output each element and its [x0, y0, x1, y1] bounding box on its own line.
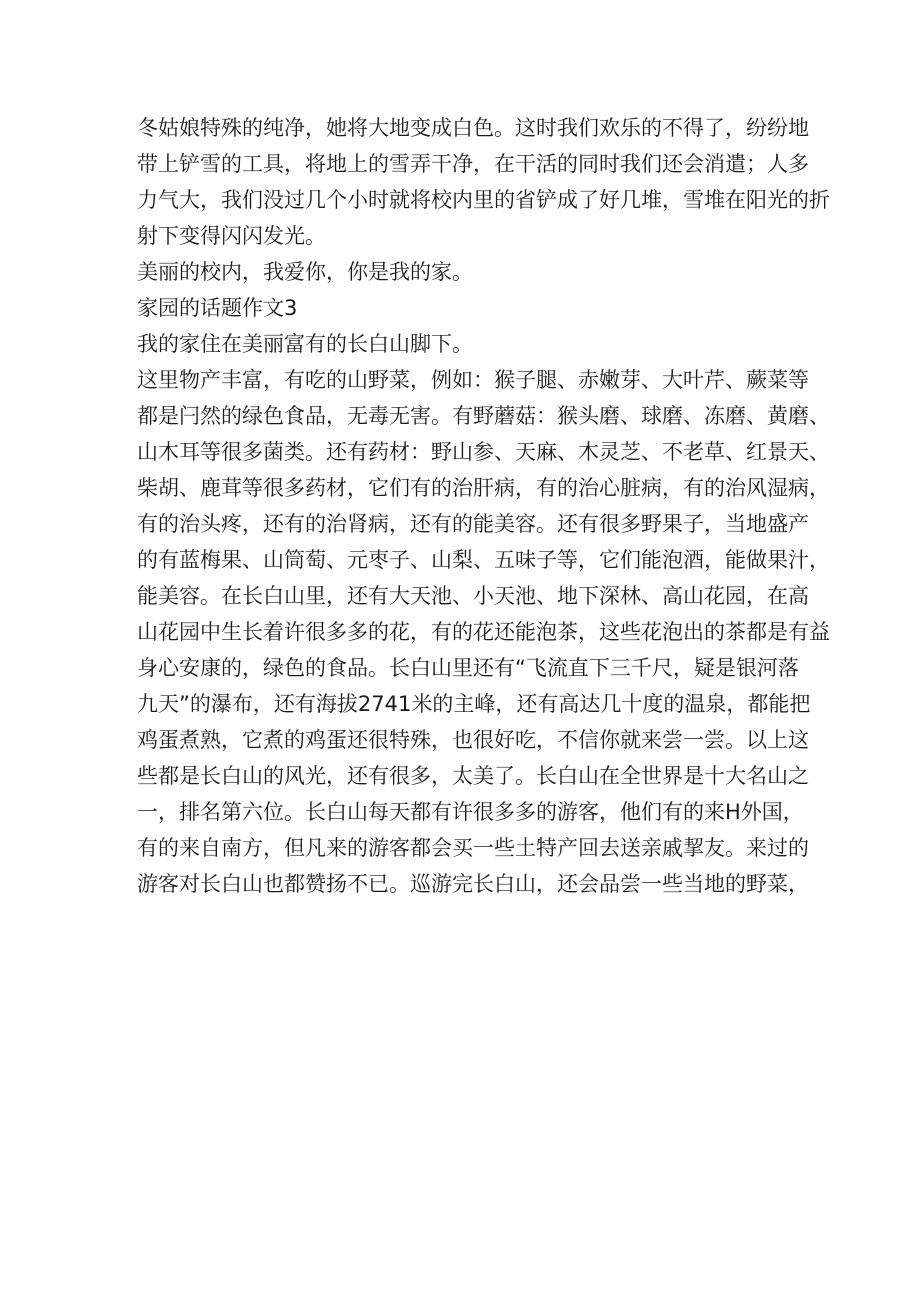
text-line: 有的来自南方，但凡来的游客都会买一些土特产回去送亲戚挈友。来过的 — [137, 836, 809, 860]
text-line: 游客对长白山也都赞扬不已。巡游完长白山，还会品尝一些当地的野菜， — [137, 872, 809, 896]
text-line: 都是闩然的绿色食品，无毒无害。有野蘑菇：猴头磨、球磨、冻磨、黄磨、 — [137, 404, 830, 428]
text-line: 这里物产丰富，有吃的山野菜，例如：猴子腿、赤嫩芽、大叶芹、蕨菜等 — [137, 368, 809, 392]
text-line: 山木耳等很多菌类。还有药材：野山参、天麻、木灵芝、不老草、红景天、 — [137, 440, 830, 464]
text-line: 柴胡、鹿茸等很多药材，它们有的治肝病，有的治心脏病，有的治风湿病， — [137, 476, 830, 500]
text-line: 能美容。在长白山里，还有大天池、小天池、地下深林、高山花园，在高 — [137, 584, 809, 608]
document-body — [137, 110, 830, 902]
text-line: 山花园中生长着许很多多的花，有的花还能泡茶，这些花泡出的茶都是有益 — [137, 620, 830, 644]
text-line: 冬姑娘特殊的纯净，她将大地变成白色。这时我们欢乐的不得了，纷纷地 — [137, 116, 809, 140]
text-line: 的有蓝梅果、山筒萄、元枣子、山梨、五味子等，它们能泡酒，能做果汁， — [137, 548, 830, 572]
text-line: 力气大，我们没过几个小时就将校内里的省铲成了好几堆，雪堆在阳光的折 — [137, 188, 830, 212]
text-line: 一，排名第六位。长白山每天都有许很多多的游客，他们有的来H外国， — [137, 800, 804, 824]
text-line: 我的家住在美丽富有的长白山脚下。 — [137, 332, 473, 356]
text-line: 九天”的瀑布，还有海拔2741米的主峰，还有高达几十度的温泉，都能把 — [137, 692, 811, 716]
text-line: 美丽的校内，我爱你，你是我的家。 — [137, 260, 473, 284]
section-heading: 家园的话题作文3 — [137, 296, 298, 320]
text-line: 有的治头疼，还有的治肾病，还有的能美容。还有很多野果子，当地盛产 — [137, 512, 809, 536]
text-line: 带上铲雪的工具，将地上的雪弄干净，在干活的同时我们还会消遣；人多 — [137, 152, 809, 176]
text-line: 身心安康的，绿色的食品。长白山里还有“飞流直下三千尺，疑是银河落 — [137, 656, 799, 680]
text-line: 些都是长白山的风光，还有很多，太美了。长白山在全世界是十大名山之 — [137, 764, 809, 788]
text-line: 鸡蛋煮熟，它煮的鸡蛋还很特殊，也很好吃，不信你就来尝一尝。以上这 — [137, 728, 809, 752]
text-line: 射下变得闪闪发光。 — [137, 224, 326, 248]
